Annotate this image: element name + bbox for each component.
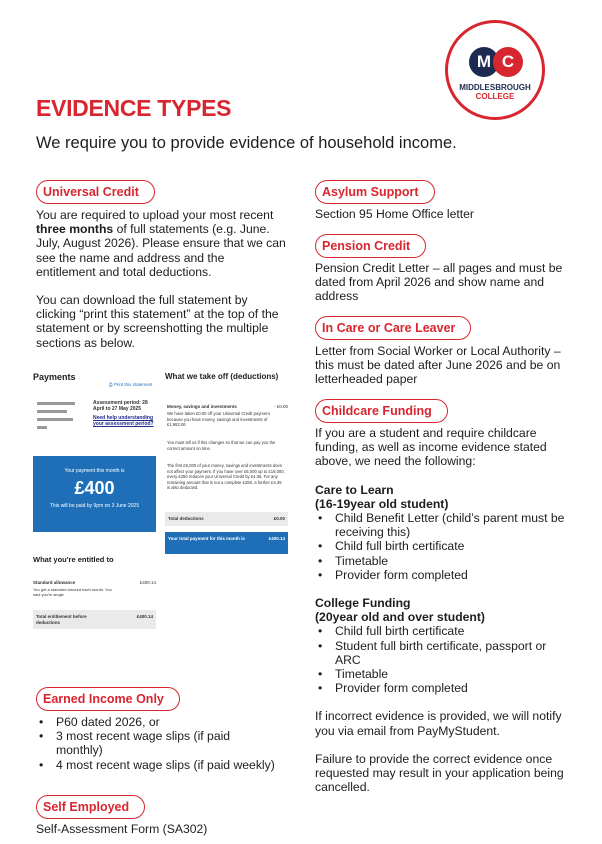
college-logo xyxy=(445,20,545,120)
tell-us-note: You must tell us if this changes so that we can pay you the correct amount on time. xyxy=(167,440,276,451)
total-pay-value: £400.14 xyxy=(268,536,285,541)
childcare-funding-heading: Childcare Funding xyxy=(315,399,448,423)
list-item: • Student full birth certificate, passport or ARC xyxy=(315,639,570,667)
list-item: • Child Benefit Letter (child’s parent must be receiving this) xyxy=(315,511,570,539)
universal-credit-text xyxy=(36,208,286,350)
print-statement-link[interactable] xyxy=(109,382,152,387)
list-item: • 3 most recent wage slips (if paid monthly) xyxy=(36,729,276,757)
universal-credit-p2: You can download the full statement by clicking “print this statement” at the top of the statement or by screenshotting the multiple sections as below. xyxy=(36,293,279,350)
std-allowance-value: £400.14 xyxy=(139,580,156,585)
college-funding-title: College Funding xyxy=(315,596,411,611)
total-ent-label: Total entitlement before deductions xyxy=(36,614,87,625)
money-note: We have taken £0.00 off your Universal Credit payment because you have money, savings and investments of £1,982.06 xyxy=(167,411,270,427)
uc-p1-bold: three months xyxy=(36,222,114,237)
logo-line2: COLLEGE xyxy=(475,92,515,101)
page-subtitle: We require you to provide evidence of household income. xyxy=(36,134,457,152)
page-title: EVIDENCE TYPES xyxy=(36,95,232,121)
first-6000-note: The first £6,000 of your money, savings and investments does not affect your payment. If you have over £6,000 up to £16,000, every £250 reduces your Universal Credit by £4.35. For any remaining amount that is not a complete £250, a further £4.35 is also deducted. xyxy=(167,463,285,490)
list-item: • P60 dated 2026, or xyxy=(36,715,276,729)
assessment-help-link[interactable]: Need help understanding your assessment period? xyxy=(93,415,154,427)
universal-credit-heading: Universal Credit xyxy=(36,180,155,204)
std-allowance-label: Standard allowance xyxy=(33,580,76,585)
universal-credit-p1 xyxy=(36,208,286,279)
std-allowance-note: You get a standard amount each month. You said you're single xyxy=(33,587,112,597)
pension-credit-heading: Pension Credit xyxy=(315,234,426,258)
uc-p1-a: You are required to upload your most recent xyxy=(36,208,274,222)
list-item: • Provider form completed xyxy=(315,568,570,582)
money-row xyxy=(167,404,288,409)
payment-amount: £400 xyxy=(74,478,115,498)
logo-m-circle: M xyxy=(469,47,499,77)
college-funding-list xyxy=(315,624,570,695)
care-to-learn-title: Care to Learn xyxy=(315,482,394,497)
asylum-support-text: Section 95 Home Office letter xyxy=(315,207,474,221)
childcare-funding-section xyxy=(315,426,570,794)
list-item: • Timetable xyxy=(315,554,570,568)
print-label: Print this statement xyxy=(113,382,153,387)
total-ent-value: £400.14 xyxy=(136,614,153,619)
payments-heading: Payments xyxy=(33,372,76,382)
total-pay-label: Your total payment for this month is xyxy=(168,536,245,541)
total-deductions-row xyxy=(165,512,288,526)
asylum-support-heading: Asylum Support xyxy=(315,180,435,204)
print-icon: ⎙ xyxy=(109,382,113,387)
list-item: • Timetable xyxy=(315,667,570,681)
earned-income-list xyxy=(36,715,276,772)
list-item: • Provider form completed xyxy=(315,681,570,695)
redacted-address xyxy=(37,402,77,429)
payment-date: This will be paid by 9pm on 3 June 2025 xyxy=(49,503,140,509)
total-ded-value: £0.00 xyxy=(273,516,285,521)
total-payment-row xyxy=(165,532,288,554)
money-label: Money, savings and investments xyxy=(167,404,237,409)
payment-box xyxy=(33,456,156,532)
list-item: • Child full birth certificate xyxy=(315,539,570,553)
payment-label: Your payment this month is xyxy=(64,468,125,474)
earned-income-heading: Earned Income Only xyxy=(36,687,180,711)
assessment-period: Assessment period: 28 April to 27 May 2025 xyxy=(93,400,148,412)
total-entitlement-row xyxy=(33,610,156,629)
list-item: • 4 most recent wage slips (if paid weekly) xyxy=(36,758,276,772)
care-leaver-text: Letter from Social Worker or Local Authority – this must be dated after June 2026 and be on letterheaded paper xyxy=(315,344,561,387)
list-item: • Child full birth certificate xyxy=(315,624,570,638)
entitled-heading: What you're entitled to xyxy=(33,555,114,564)
std-allowance-row xyxy=(33,580,156,585)
money-value: - £0.00 xyxy=(273,404,288,409)
deductions-heading: What we take off (deductions) xyxy=(165,372,279,381)
uc-p1-b: of full statements (e.g. June. July, August 2026). Please ensure that we can see the name and address and the entitlement and total deductions. xyxy=(36,222,286,279)
total-ded-label: Total deductions xyxy=(168,516,204,521)
pension-credit-text: Pension Credit Letter – all pages and must be dated from April 2026 and show name and address xyxy=(315,261,563,304)
care-leaver-heading: In Care or Care Leaver xyxy=(315,316,471,340)
self-employed-text: Self-Assessment Form (SA302) xyxy=(36,822,208,836)
childcare-intro: If you are a student and require childcare funding, as well as income evidence stated above, we need the following: xyxy=(315,426,547,469)
statement-screenshot xyxy=(33,370,288,645)
failure-note: Failure to provide the correct evidence once requested may result in your application being cancelled. xyxy=(315,751,564,795)
self-employed-heading: Self Employed xyxy=(36,795,145,819)
logo-line1: MIDDLESBROUGH xyxy=(459,83,531,92)
college-funding-subtitle: (20year old and over student) xyxy=(315,610,485,625)
care-to-learn-list xyxy=(315,511,570,582)
incorrect-evidence-note: If incorrect evidence is provided, we will notify you via email from PayMyStudent. xyxy=(315,709,562,738)
care-to-learn-subtitle: (16-19year old student) xyxy=(315,496,449,511)
logo-c-circle: C xyxy=(493,47,523,77)
